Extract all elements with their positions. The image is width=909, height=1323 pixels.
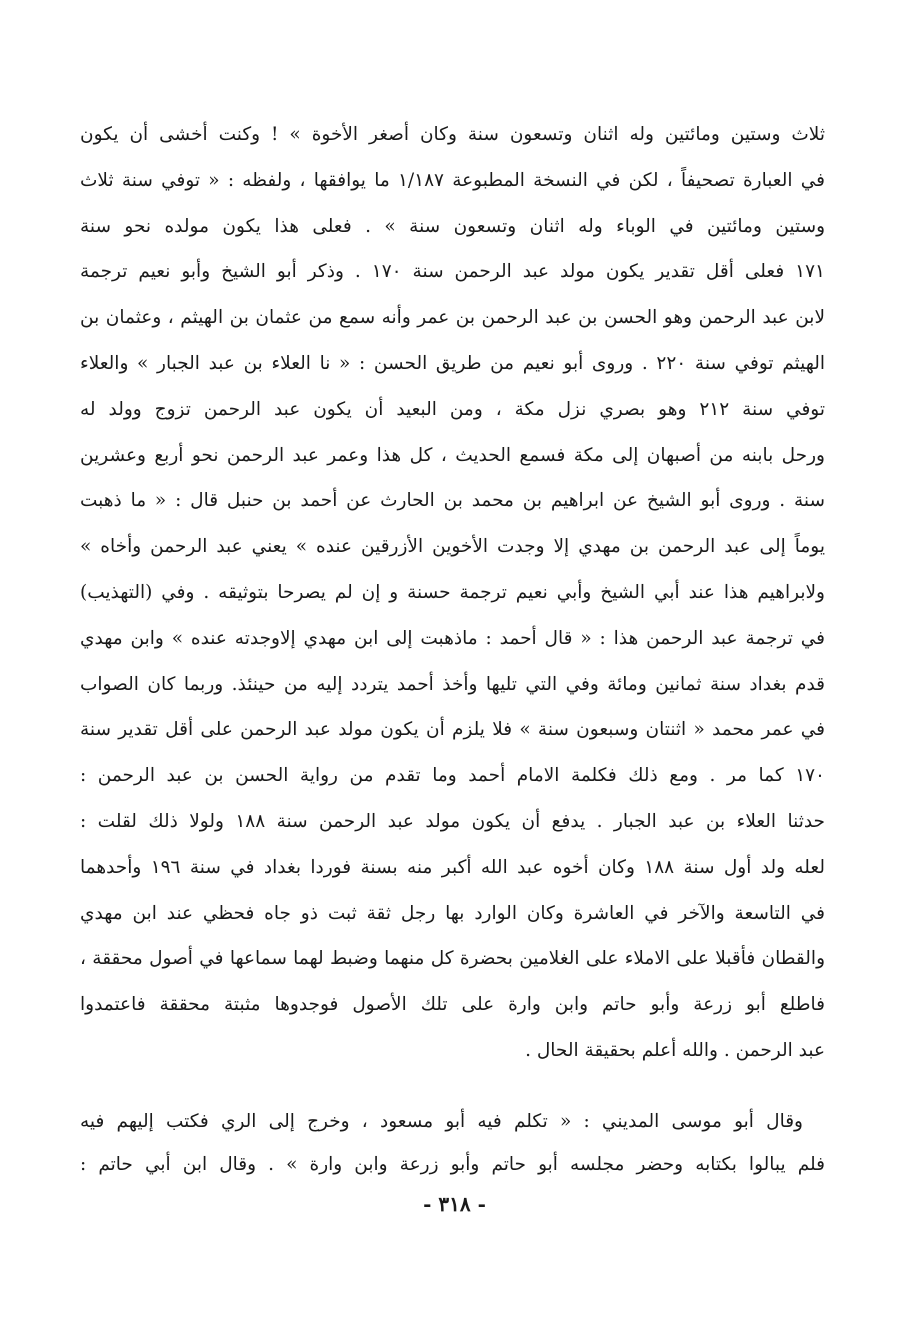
text-line-23: فلم يبالوا بكتابه وحضر مجلسه أبو حاتم وأبو زرعة وابن وارة » . وقال ابن أبي حاتم : [80,1154,825,1175]
text-line-2: في العبارة تصحيفاً ، لكن في النسخة المطبوعة ١/١٨٧ ما يوافقها ، ولفظه : « توفي سنة ثلاث [80,169,825,191]
text-line-20: فاطلع أبو زرعة وأبو حاتم وابن وارة على تلك الأصول فوجدوها مثبتة محققة فاعتمدوا [80,994,825,1016]
text-line-7: توفي سنة ٢١٢ وهو بصري نزل مكة ، ومن البعيد أن يكون عبد الرحمن تزوج وولد له [80,398,825,420]
text-line-15: ١٧٠ كما مر . ومع ذلك فكلمة الامام أحمد وما تقدم من رواية الحسن بن عبد الرحمن : [80,765,825,787]
text-line-21: عبد الرحمن . والله أعلم بحقيقة الحال . [525,1039,825,1061]
text-line-17: لعله ولد أول سنة ١٨٨ وكان أخوه عبد الله أكبر منه بسنة فوردا بغداد في سنة ١٩٦ وأحدهما [80,856,825,878]
text-line-19: والقطان فأقبلا على الاملاء على الغلامين بحضرة كل منهما وضبط لهما سماعها في أصول محققة ، [80,948,825,970]
text-line-11: ولابراهيم هذا عند أبي الشيخ وأبي نعيم ترجمة حسنة و إن لم يصرحا بتوثيقه . وفي (التهذيب) [80,581,825,603]
text-line-5: لابن عبد الرحمن وهو الحسن بن عبد الرحمن بن عمر وأنه سمع من عثمان بن الهيثم ، وعثمان بن [80,307,825,329]
text-line-3: وستين ومائتين في الوباء وله اثنان وتسعون سنة » . فعلى هذا يكون مولده نحو سنة [80,215,825,237]
text-line-9: سنة . وروى أبو الشيخ عن ابراهيم بن محمد بن الحارث عن أحمد بن حنبل قال : « ما ذهبت [80,490,825,512]
text-line-22: وقال أبو موسى المديني : « تكلم فيه أبو مسعود ، وخرج إلى الري فكتب إليهم فيه [80,1111,803,1132]
main-paragraph [80,112,825,1074]
text-line-13: قدم بغداد سنة ثمانين ومائة وفي التي تليها وأخذ أحمد يتردد إليه من حينئذ. وربما كان الصواب [80,673,825,695]
page-number: - ٣١٨ - [423,1192,486,1216]
second-paragraph [80,1100,825,1186]
text-line-14: في عمر محمد « اثنتان وسبعون سنة » فلا يلزم أن يكون مولد عبد الرحمن على أقل تقدير سنة [80,719,825,741]
text-line-6: الهيثم توفي سنة ٢٢٠ . وروى أبو نعيم من طريق الحسن : « نا العلاء بن عبد الجبار » والعلاء [80,352,825,374]
text-line-4: ١٧١ فعلى أقل تقدير يكون مولد عبد الرحمن سنة ١٧٠ . وذكر أبو الشيخ وأبو نعيم ترجمة [80,261,825,283]
text-line-18: في التاسعة والآخر في العاشرة وكان الوارد بها رجل ثقة ثبت ذو جاه فحظي عند ابن مهدي [80,902,825,924]
text-line-10: يوماً إلى عبد الرحمن بن مهدي إلا وجدت الأخوين الأزرقين عنده » يعني عبد الرحمن وأخاه » [80,536,825,558]
text-line-8: ورحل بابنه من أصبهان إلى مكة فسمع الحديث ، كل هذا وعمر عبد الرحمن نحو أربع وعشرين [80,444,825,466]
text-line-12: في ترجمة عبد الرحمن هذا : « قال أحمد : ماذهبت إلى ابن مهدي إلاوجدته عنده » وابن مهدي [80,627,825,649]
text-line-16: حدثنا العلاء بن عبد الجبار . يدفع أن يكون مولد عبد الرحمن سنة ١٨٨ ولولا ذلك لقلت : [80,810,825,832]
text-line-1: ثلاث وستين ومائتين وله اثنان وتسعون سنة وكان أصغر الأخوة » ! وكنت أخشى أن يكون [80,124,825,145]
